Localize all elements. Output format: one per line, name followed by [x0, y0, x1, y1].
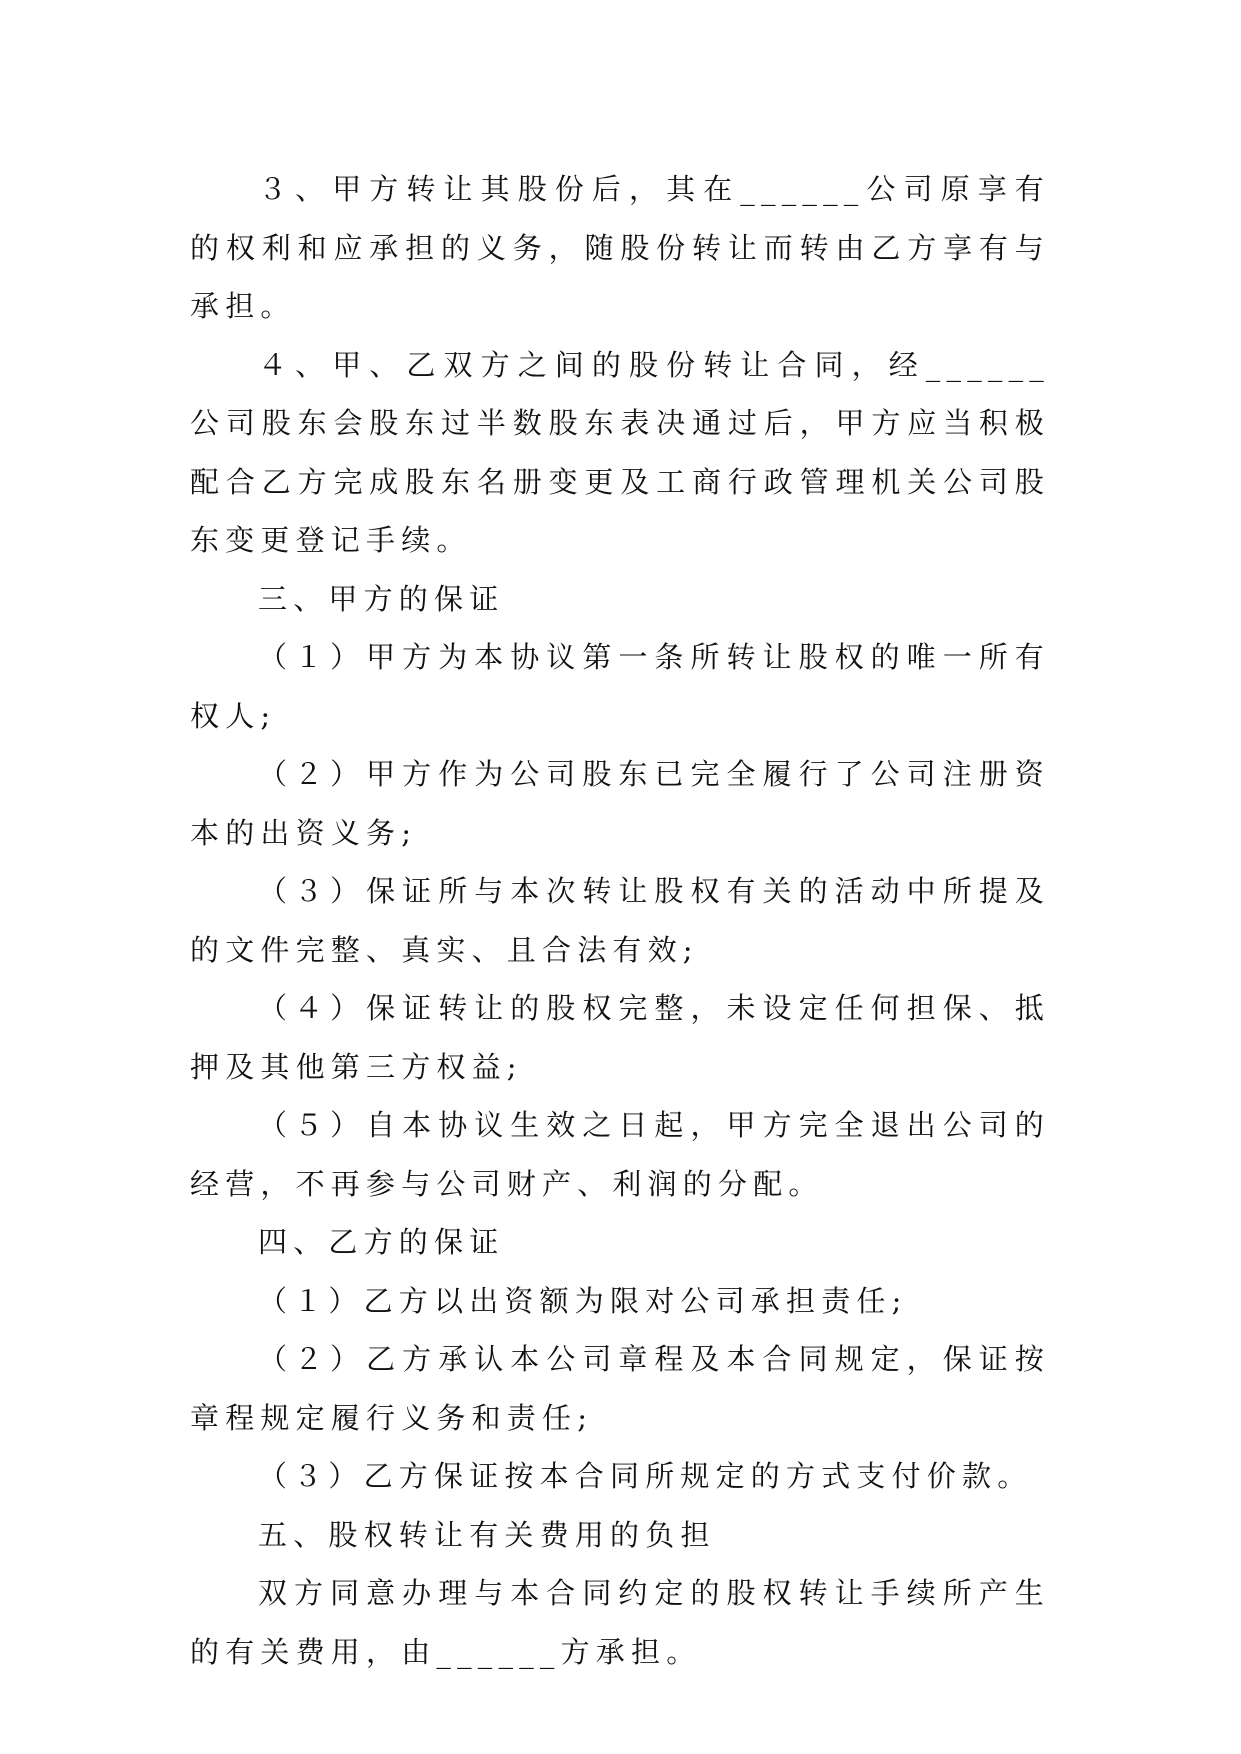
- clause-3-rights-transfer: ３、甲方转让其股份后，其在______公司原享有的权利和应承担的义务，随股份转让而转由乙方享有与承担。: [190, 172, 1050, 323]
- party-a-guarantee-1: （１）甲方为本协议第一条所转让股权的唯一所有权人;: [190, 640, 1050, 733]
- party-b-guarantee-1: （１）乙方以出资额为限对公司承担责任;: [258, 1283, 908, 1318]
- party-a-guarantee-4: （４）保证转让的股权完整，未设定任何担保、抵押及其他第三方权益;: [190, 991, 1050, 1084]
- document-body: [190, 160, 1050, 1681]
- party-b-guarantee-2: （２）乙方承认本公司章程及本合同规定，保证按章程规定履行义务和责任;: [190, 1342, 1050, 1435]
- clause-4-shareholder-approval: ４、甲、乙双方之间的股份转让合同，经______公司股东会股东过半数股东表决通过后，甲方应当积极配合乙方完成股东名册变更及工商行政管理机关公司股东变更登记手续。: [190, 347, 1050, 557]
- section-heading-transfer-fees: 五、股权转让有关费用的负担: [258, 1517, 716, 1552]
- party-a-guarantee-2: （２）甲方作为公司股东已完全履行了公司注册资本的出资义务;: [190, 757, 1050, 850]
- section-heading-party-b-guarantees: 四、乙方的保证: [258, 1225, 505, 1259]
- party-a-guarantee-3: （３）保证所与本次转让股权有关的活动中所提及的文件完整、真实、且合法有效;: [190, 874, 1050, 967]
- party-b-guarantee-3: （３）乙方保证按本合同所规定的方式支付价款。: [258, 1459, 1033, 1493]
- party-a-guarantee-5: （５）自本协议生效之日起，甲方完全退出公司的经营，不再参与公司财产、利润的分配。: [190, 1108, 1050, 1201]
- transfer-fees-clause: 双方同意办理与本合同约定的股权转让手续所产生的有关费用，由______方承担。: [190, 1576, 1050, 1669]
- section-heading-party-a-guarantees: 三、甲方的保证: [258, 581, 505, 616]
